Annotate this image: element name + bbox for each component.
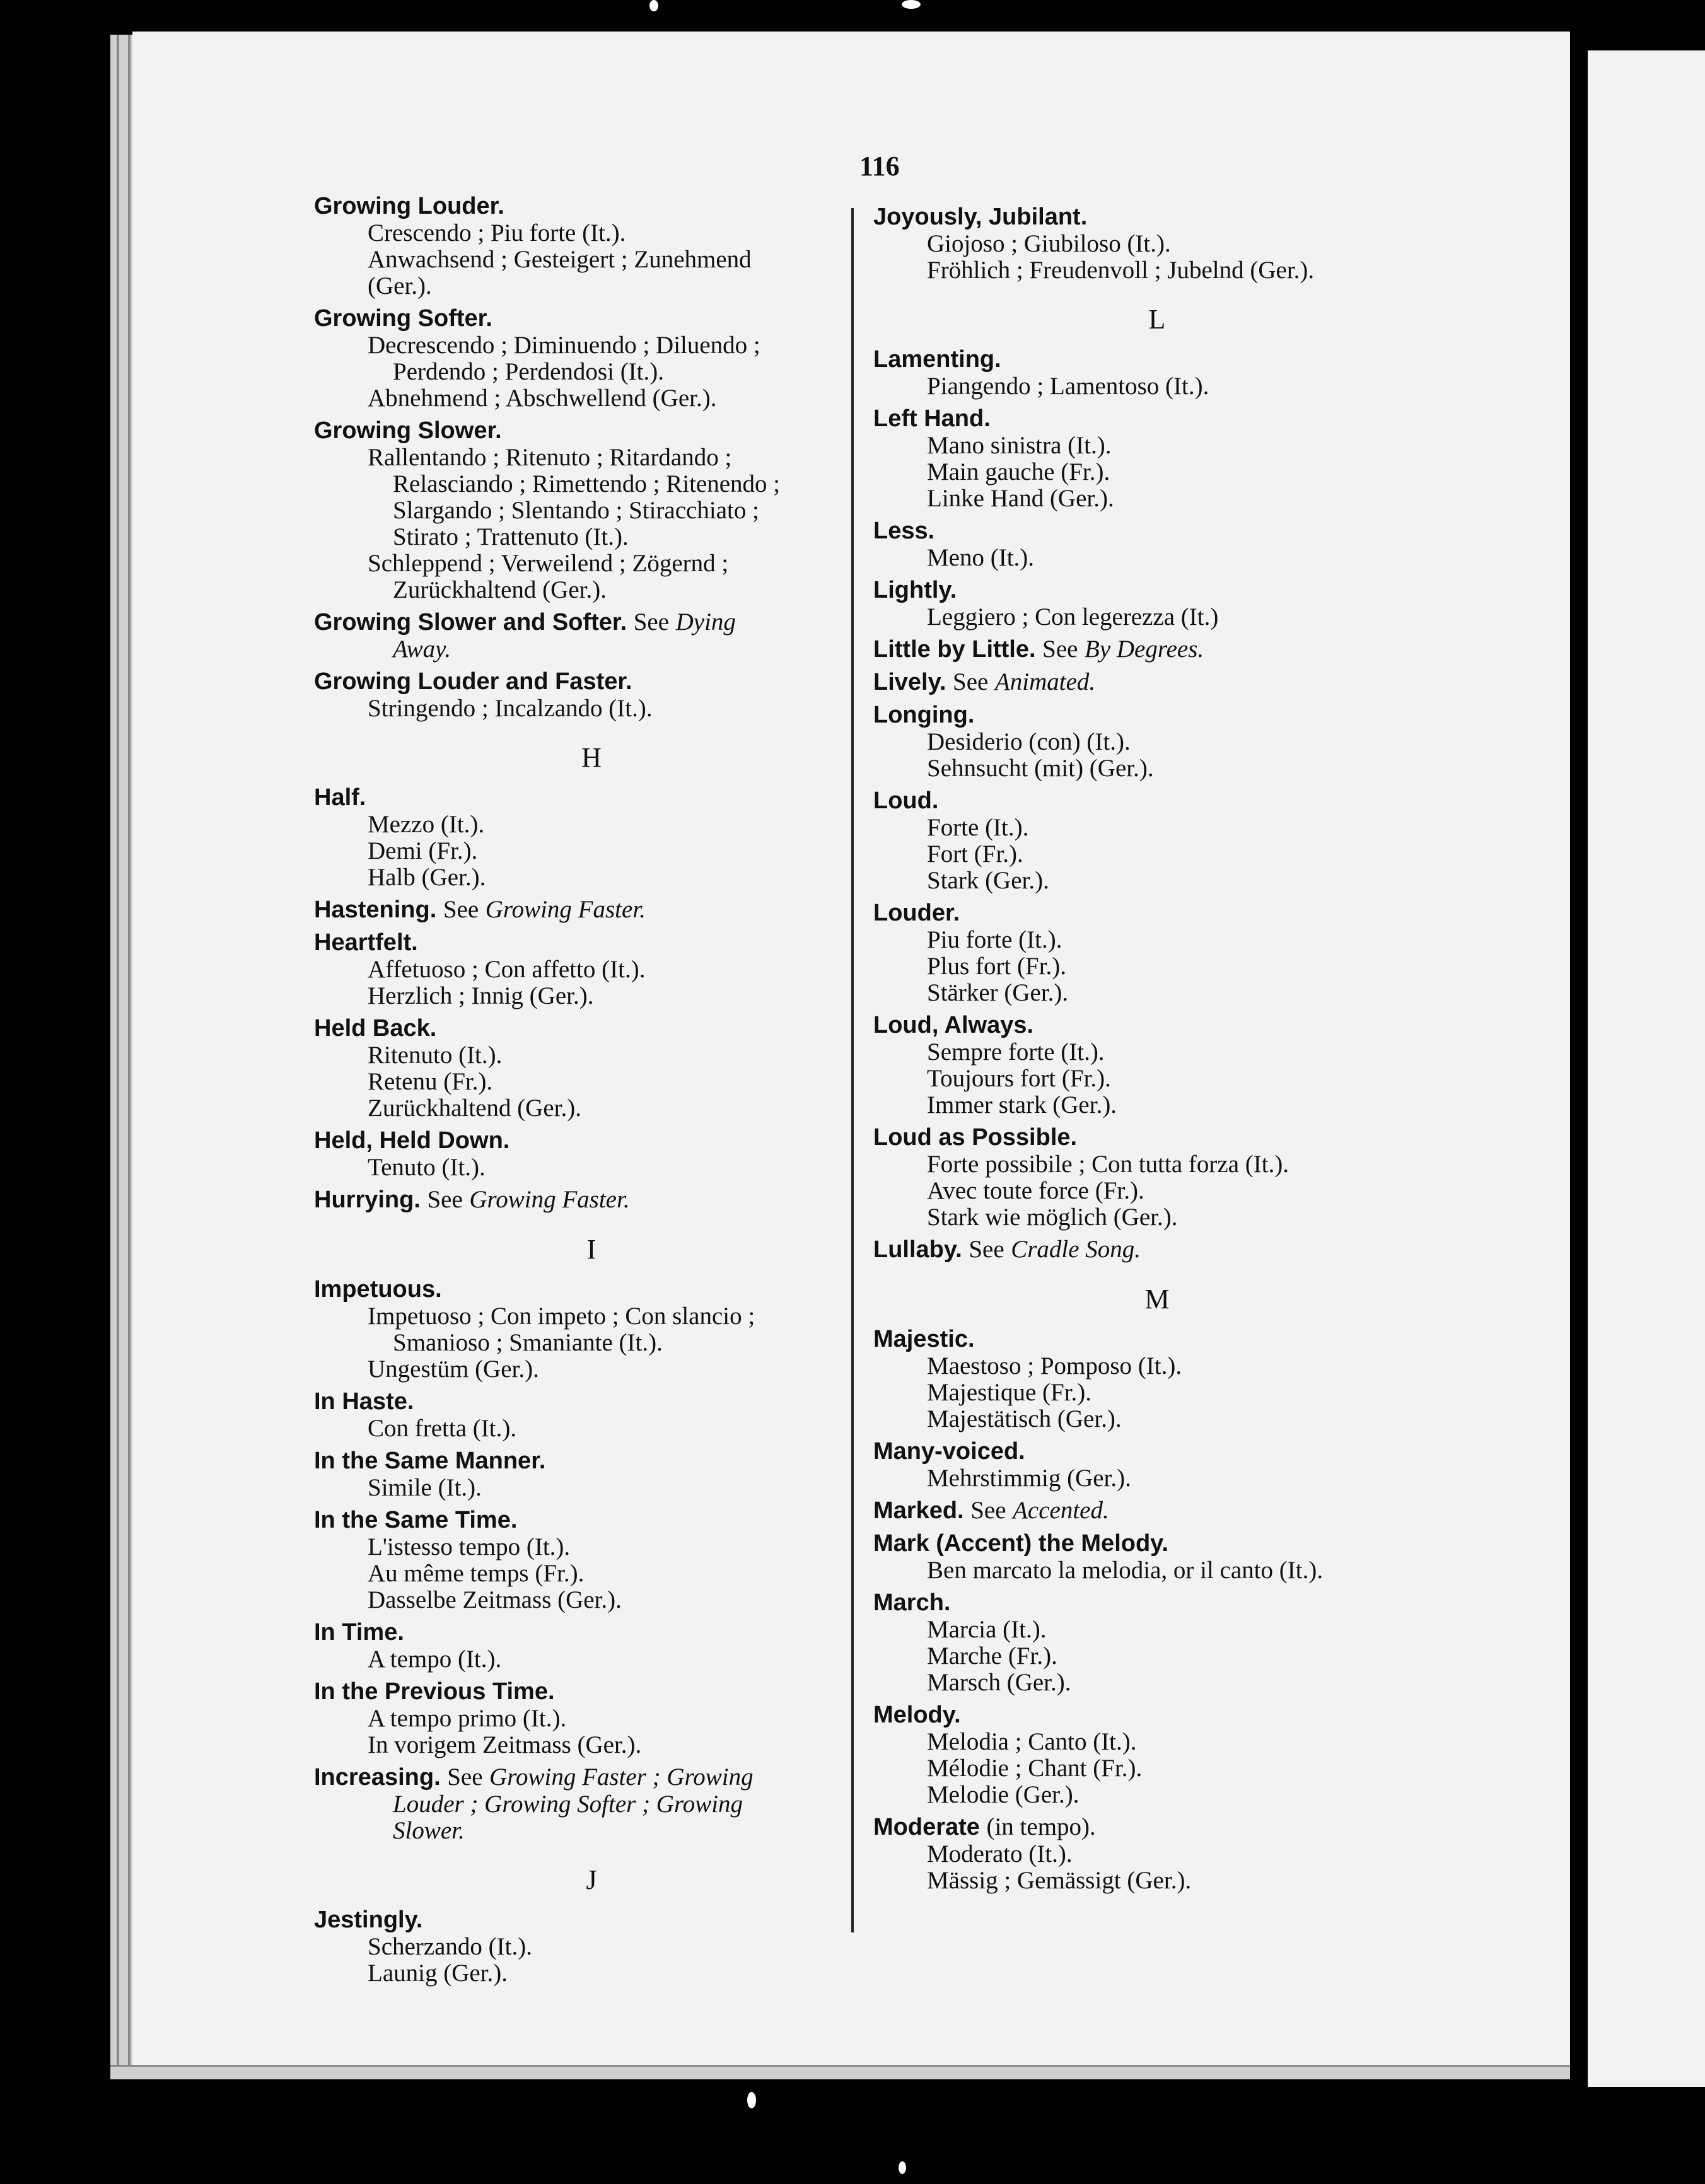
- entry-gap: [873, 284, 1441, 289]
- translation-line: Demi (Fr.).: [368, 837, 478, 864]
- translation-line: In vorigem Zeitmass (Ger.).: [368, 1731, 642, 1758]
- entry-heading: [873, 1325, 1441, 1353]
- entry-term: Lamenting.: [873, 346, 1001, 373]
- translation-line: Marche (Fr.).: [927, 1642, 1057, 1670]
- entry-gap: [314, 1442, 869, 1447]
- translation-line: Scherzando (It.).: [368, 1933, 532, 1960]
- right-column: [873, 203, 1441, 1899]
- translation-line: (Ger.).: [368, 272, 432, 299]
- section-letter: J: [586, 1864, 597, 1895]
- translation-line: Herzlich ; Innig (Ger.).: [368, 982, 594, 1009]
- entry-gap: [873, 512, 1441, 517]
- cross-reference-cont: Away.: [393, 636, 451, 663]
- translation-line: Decrescendo ; Diminuendo ; Diluendo ;: [368, 332, 760, 359]
- section-letter: L: [1148, 304, 1166, 335]
- entry-gap: [873, 1525, 1441, 1530]
- entry-gap: [314, 1122, 869, 1127]
- entry-heading: [873, 1497, 1441, 1525]
- translation-line: Mano sinistra (It.).: [927, 432, 1112, 459]
- see-label: See: [953, 668, 989, 695]
- scan-speck: [747, 2092, 756, 2108]
- entry-gap: [873, 1118, 1441, 1124]
- entry-gap: [873, 1231, 1441, 1236]
- entry-heading: [314, 668, 869, 695]
- entry-term: Growing Slower and Softer.: [314, 609, 627, 636]
- translation-line: Fort (Fr.).: [927, 840, 1023, 868]
- translation-line: Maestoso ; Pomposo (It.).: [927, 1352, 1182, 1380]
- entry-term: In the Previous Time.: [314, 1678, 555, 1705]
- entry-term: Loud, Always.: [873, 1012, 1034, 1038]
- entry-heading: [873, 668, 1441, 696]
- translation-line: Majestätisch (Ger.).: [927, 1405, 1122, 1432]
- entry-gap: [873, 782, 1441, 787]
- entry-term: Held, Held Down.: [314, 1127, 510, 1154]
- entry-heading: [873, 517, 1441, 545]
- page-bottom-edge: [110, 2065, 1570, 2079]
- entry-term: In Time.: [314, 1619, 404, 1646]
- translation-line: Avec toute force (Fr.).: [927, 1177, 1144, 1204]
- translation-line: Marsch (Ger.).: [927, 1669, 1071, 1696]
- translation-line: Relasciando ; Rimettendo ; Ritenendo ;: [393, 470, 781, 497]
- entry-gap: [314, 1758, 869, 1763]
- see-label: See: [443, 896, 479, 923]
- cross-reference: By Degrees.: [1085, 636, 1204, 663]
- entry-heading: [314, 1506, 869, 1534]
- translation-line: Rallentando ; Ritenuto ; Ritardando ;: [368, 444, 732, 471]
- section-letter: M: [1144, 1284, 1170, 1315]
- entry-term: Hastening.: [314, 897, 437, 923]
- translation-line: Mehrstimmig (Ger.).: [927, 1465, 1131, 1492]
- entry-gap: [873, 1432, 1441, 1438]
- entry-heading: [873, 1813, 1441, 1841]
- entry-heading: [314, 1186, 869, 1214]
- entry-gap: [314, 1844, 869, 1849]
- entry-heading: [873, 1438, 1441, 1465]
- entry-heading: [314, 305, 869, 332]
- entry-heading: [314, 1447, 869, 1475]
- entry-term: Lullaby.: [873, 1236, 962, 1263]
- see-label: See: [447, 1763, 483, 1791]
- entry-gap: [314, 299, 869, 305]
- translation-line: Ben marcato la melodia, or il canto (It.).: [927, 1557, 1324, 1584]
- entry-heading: [873, 346, 1441, 373]
- entry-heading: [873, 1124, 1441, 1151]
- translation-line: Piangendo ; Lamentoso (It.).: [927, 373, 1209, 400]
- scan-speck: [649, 0, 658, 11]
- entry-gap: [314, 603, 869, 608]
- entry-gap: [314, 1673, 869, 1678]
- section-letter: I: [586, 1234, 596, 1265]
- translation-line: Piu forte (It.).: [927, 926, 1062, 953]
- entry-gap: [873, 1696, 1441, 1701]
- entry-heading: [314, 417, 869, 444]
- entry-heading: [314, 1763, 869, 1791]
- entry-gap: [873, 1808, 1441, 1813]
- entry-heading: [873, 1589, 1441, 1617]
- translation-line: Forte (It.).: [927, 814, 1029, 841]
- entry-term: Many-voiced.: [873, 1438, 1025, 1465]
- entry-term: Joyously, Jubilant.: [873, 204, 1088, 230]
- translation-line: Majestique (Fr.).: [927, 1379, 1092, 1406]
- scan-speck: [902, 0, 921, 9]
- translation-line: Stärker (Ger.).: [927, 979, 1069, 1006]
- cross-reference: Dying: [675, 608, 736, 636]
- translation-line: Stringendo ; Incalzando (It.).: [368, 695, 653, 722]
- entry-heading: [314, 1388, 869, 1415]
- entry-term: Majestic.: [873, 1326, 975, 1352]
- translation-line: Toujours fort (Fr.).: [927, 1065, 1111, 1092]
- section-letter: H: [581, 742, 602, 773]
- translation-line: Simile (It.).: [368, 1474, 482, 1501]
- entry-heading: [873, 1701, 1441, 1729]
- entry-heading: [873, 1236, 1441, 1263]
- translation-line: Main gauche (Fr.).: [927, 458, 1110, 485]
- entry-heading: [873, 203, 1441, 231]
- translation-line: Mässig ; Gemässigt (Ger.).: [927, 1867, 1192, 1894]
- entry-gap: [314, 1181, 869, 1186]
- translation-line: Crescendo ; Piu forte (It.).: [368, 219, 626, 247]
- translation-line: Sempre forte (It.).: [927, 1038, 1105, 1066]
- entry-gap: [314, 722, 869, 727]
- translation-line: Giojoso ; Giubiloso (It.).: [927, 230, 1171, 257]
- entry-term: Loud.: [873, 787, 939, 814]
- entry-heading: [873, 701, 1441, 729]
- entry-heading: [314, 192, 869, 220]
- translation-line: Abnehmend ; Abschwellend (Ger.).: [368, 385, 717, 412]
- entry-heading: [314, 1275, 869, 1303]
- entry-heading: [314, 784, 869, 811]
- entry-heading: [314, 1618, 869, 1646]
- entry-term: Mark (Accent) the Melody.: [873, 1530, 1169, 1557]
- entry-heading: [314, 1906, 869, 1934]
- left-column: [314, 192, 869, 1992]
- translation-line: Au même temps (Fr.).: [368, 1560, 585, 1587]
- translation-line: Immer stark (Ger.).: [927, 1091, 1117, 1118]
- entry-heading: [873, 405, 1441, 433]
- translation-line: Linke Hand (Ger.).: [927, 485, 1114, 512]
- translation-line: Impetuoso ; Con impeto ; Con slancio ;: [368, 1303, 755, 1330]
- entry-term: Less.: [873, 518, 935, 544]
- translation-line: Stirato ; Trattenuto (It.).: [393, 523, 629, 550]
- see-label: See: [969, 1236, 1004, 1263]
- translation-line: Slargando ; Slentando ; Stiracchiato ;: [393, 497, 759, 524]
- entry-gap: [314, 1214, 869, 1219]
- translation-line: Stark wie möglich (Ger.).: [927, 1204, 1178, 1231]
- entry-term: Marked.: [873, 1497, 964, 1524]
- entry-term: Hurrying.: [314, 1187, 421, 1213]
- entry-term: Louder.: [873, 900, 960, 926]
- translation-line: Leggiero ; Con legerezza (It.): [927, 603, 1219, 630]
- entry-heading: [314, 1678, 869, 1705]
- entry-term: In the Same Manner.: [314, 1448, 546, 1474]
- entry-term: In the Same Time.: [314, 1507, 518, 1533]
- entry-term: Held Back.: [314, 1015, 437, 1042]
- translation-line: Anwachsend ; Gesteigert ; Zunehmend: [368, 246, 752, 273]
- translation-line: Moderato (It.).: [927, 1840, 1073, 1867]
- entry-heading: [873, 1011, 1441, 1039]
- entry-term: In Haste.: [314, 1388, 414, 1415]
- translation-line: Marcia (It.).: [927, 1616, 1047, 1643]
- cross-reference: Animated.: [994, 668, 1096, 695]
- entry-term: Heartfelt.: [314, 929, 418, 956]
- entry-term: Impetuous.: [314, 1276, 442, 1303]
- entry-heading: [314, 1014, 869, 1042]
- entry-term: Loud as Possible.: [873, 1124, 1078, 1151]
- translation-line: Ungestüm (Ger.).: [368, 1356, 539, 1383]
- entry-term: Increasing.: [314, 1764, 441, 1791]
- entry-gap: [314, 891, 869, 896]
- entry-gap: [314, 1501, 869, 1506]
- entry-term: Lightly.: [873, 577, 957, 603]
- translation-line: Retenu (Fr.).: [368, 1068, 493, 1095]
- entry-term: March.: [873, 1589, 951, 1616]
- translation-line: Sehnsucht (mit) (Ger.).: [927, 755, 1154, 782]
- entry-gap: [314, 663, 869, 668]
- cross-reference: Cradle Song.: [1011, 1236, 1141, 1263]
- entry-heading: [314, 929, 869, 956]
- entry-term: Melody.: [873, 1702, 961, 1728]
- cross-reference: Accented.: [1013, 1497, 1109, 1524]
- translation-line: Zurückhaltend (Ger.).: [393, 576, 607, 603]
- entry-heading: [873, 787, 1441, 815]
- see-label: See: [970, 1497, 1006, 1524]
- entry-term: Moderate: [873, 1814, 980, 1840]
- facing-page-edge: [1570, 50, 1705, 2087]
- entry-gap: [873, 663, 1441, 668]
- entry-gap: [873, 696, 1441, 701]
- entry-heading: [873, 576, 1441, 604]
- entry-heading: [314, 608, 869, 636]
- translation-line: Desiderio (con) (It.).: [927, 728, 1131, 755]
- entry-term: Growing Softer.: [314, 305, 492, 332]
- cross-reference-cont: Louder ; Growing Softer ; Growing: [393, 1791, 743, 1818]
- entry-term: Little by Little.: [873, 636, 1036, 663]
- translation-line: Stark (Ger.).: [927, 867, 1049, 894]
- entry-term: Growing Slower.: [314, 417, 502, 444]
- entry-term: Jestingly.: [314, 1907, 423, 1933]
- translation-line: Perdendo ; Perdendosi (It.).: [393, 358, 664, 385]
- see-label: See: [427, 1186, 463, 1213]
- entry-heading: [873, 636, 1441, 663]
- translation-line: Affetuoso ; Con affetto (It.).: [368, 956, 646, 983]
- translation-line: Launig (Ger.).: [368, 1960, 508, 1987]
- translation-line: Melodia ; Canto (It.).: [927, 1728, 1137, 1755]
- entry-gap: [873, 400, 1441, 405]
- entry-gap: [873, 894, 1441, 899]
- entry-heading: [873, 899, 1441, 927]
- cross-reference-cont: Slower.: [393, 1817, 465, 1844]
- page-number: 116: [859, 151, 900, 182]
- cross-reference: Growing Faster.: [469, 1186, 630, 1213]
- entry-gap: [314, 1987, 869, 1992]
- entry-term: Half.: [314, 784, 366, 811]
- entry-gap: [314, 1613, 869, 1618]
- translation-line: Mezzo (It.).: [368, 811, 485, 838]
- translation-line: Mélodie ; Chant (Fr.).: [927, 1755, 1143, 1782]
- entry-gap: [873, 1263, 1441, 1269]
- entry-term-tail: (in tempo).: [986, 1813, 1096, 1840]
- translation-line: Schleppend ; Verweilend ; Zögernd ;: [368, 550, 729, 577]
- entry-heading: [314, 1127, 869, 1154]
- entry-gap: [314, 412, 869, 417]
- translation-line: A tempo (It.).: [368, 1646, 502, 1673]
- entry-gap: [314, 1009, 869, 1014]
- see-label: See: [633, 608, 670, 636]
- entry-gap: [314, 1383, 869, 1388]
- entry-gap: [873, 1894, 1441, 1899]
- entry-heading: [314, 896, 869, 924]
- translation-line: Dasselbe Zeitmass (Ger.).: [368, 1586, 622, 1613]
- translation-line: Forte possibile ; Con tutta forza (It.).: [927, 1151, 1289, 1178]
- cross-reference: Growing Faster ; Growing: [489, 1763, 754, 1791]
- entry-heading: [873, 1530, 1441, 1557]
- translation-line: Con fretta (It.).: [368, 1415, 517, 1442]
- translation-line: Zurückhaltend (Ger.).: [368, 1095, 581, 1122]
- translation-line: Plus fort (Fr.).: [927, 953, 1067, 980]
- translation-line: Meno (It.).: [927, 544, 1035, 571]
- entry-term: Lively.: [873, 669, 946, 695]
- translation-line: A tempo primo (It.).: [368, 1705, 567, 1732]
- entry-gap: [314, 924, 869, 929]
- entry-term: Longing.: [873, 702, 975, 728]
- translation-line: Ritenuto (It.).: [368, 1042, 503, 1069]
- translation-line: Smanioso ; Smaniante (It.).: [393, 1329, 663, 1356]
- entry-gap: [873, 1584, 1441, 1589]
- entry-gap: [873, 571, 1441, 576]
- see-label: See: [1042, 636, 1078, 663]
- cross-reference: Growing Faster.: [485, 896, 646, 923]
- translation-line: Tenuto (It.).: [368, 1154, 486, 1181]
- entry-gap: [873, 1492, 1441, 1497]
- entry-gap: [873, 630, 1441, 636]
- entry-term: Left Hand.: [873, 405, 991, 432]
- translation-line: L'istesso tempo (It.).: [368, 1533, 571, 1560]
- entry-term: Growing Louder and Faster.: [314, 668, 632, 695]
- translation-line: Melodie (Ger.).: [927, 1781, 1079, 1808]
- scan-speck: [899, 2161, 906, 2174]
- entry-gap: [873, 1006, 1441, 1011]
- translation-line: Fröhlich ; Freudenvoll ; Jubelnd (Ger.).: [927, 257, 1315, 284]
- translation-line: Halb (Ger.).: [368, 864, 486, 891]
- entry-term: Growing Louder.: [314, 193, 504, 219]
